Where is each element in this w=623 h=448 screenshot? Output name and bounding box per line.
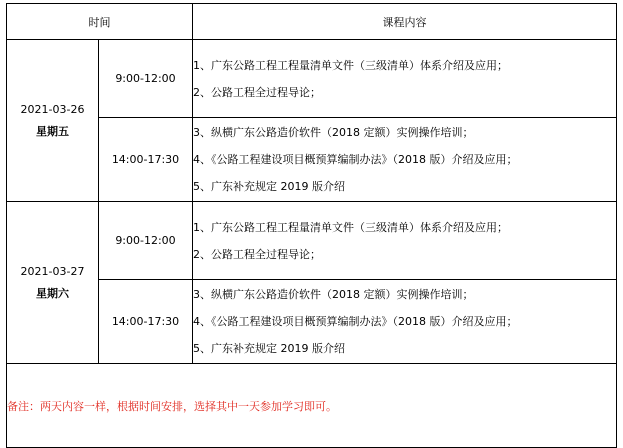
session-content [193,202,617,280]
date-label: 2021-03-27 [20,264,85,278]
table-row [7,40,617,118]
table-row [7,118,617,202]
time-slot: 14:00-17:30 [99,118,193,202]
course-item: 2、公路工程全过程导论； [193,247,321,261]
session-content [193,280,617,364]
course-item: 5、广东补充规定 2019 版介绍 [193,180,345,193]
course-item: 5、广东补充规定 2019 版介绍 [193,342,345,355]
content-header: 课程内容 [193,4,617,40]
table-row [7,202,617,280]
weekday-label: 星期六 [36,286,69,300]
time-slot: 9:00-12:00 [99,202,193,280]
course-item: 3、纵横广东公路造价软件（2018 定额）实例操作培训； [193,126,474,139]
course-item: 1、广东公路工程工程量清单文件（三级清单）体系介绍及应用； [193,58,508,72]
session-content [193,118,617,202]
time-slot: 14:00-17:30 [99,280,193,364]
time-slot: 9:00-12:00 [99,40,193,118]
course-item: 1、广东公路工程工程量清单文件（三级清单）体系介绍及应用； [193,220,508,234]
header-row [7,4,617,40]
weekday-label: 星期五 [36,124,69,138]
course-item: 4、《公路工程建设项目概预算编制办法》（2018 版）介绍及应用； [193,315,518,328]
schedule-table [6,3,617,448]
note-text: 备注：两天内容一样，根据时间安排，选择其中一天参加学习即可。 [7,364,617,448]
date-label: 2021-03-26 [20,102,85,116]
course-item: 2、公路工程全过程导论； [193,85,321,99]
table-row [7,280,617,364]
note-row [7,364,617,448]
time-header: 时间 [7,4,193,40]
session-content [193,40,617,118]
date-cell [7,40,99,202]
course-item: 4、《公路工程建设项目概预算编制办法》（2018 版）介绍及应用； [193,153,518,166]
course-item: 3、纵横广东公路造价软件（2018 定额）实例操作培训； [193,288,474,301]
date-cell [7,202,99,364]
